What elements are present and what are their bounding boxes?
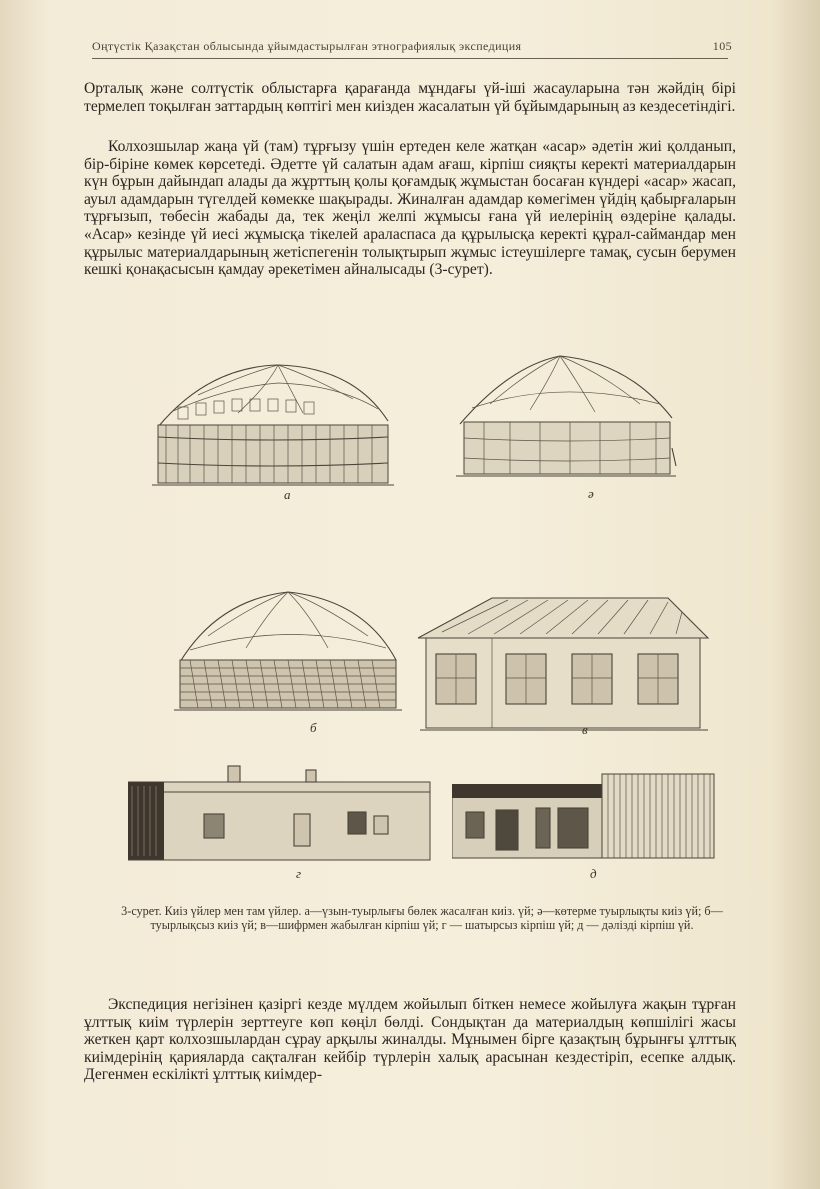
label-b: б [310, 720, 317, 735]
label-v: в [582, 722, 588, 737]
paragraph-3-text: Экспедиция негізінен қазіргі кезде мүлдем жойылып біткен немесе жойылуға жақын тұрған ұлттық киім түрлерін зерттеуге көп көңіл бөлді. Сондықтан да материалдың көпшілігі жасы жеткен қарт колхозшылардан сұрау арқылы жиналды. Мұнымен бірге қазақтың бұрынғы ұлттық киімдерінің қарияларда сақталған кейбір түрлерін халық арасынан кездестіріп, есепке алдық. Дегенмен ескілікті ұлттық киімдер- [84, 996, 736, 1084]
header-title: Оңтүстік Қазақстан облысында ұйымдастырылған этнографиялық экспедиция [92, 38, 522, 53]
paragraph-3 [84, 996, 736, 1084]
label-d: д [590, 866, 597, 881]
figure-yurt-b [168, 584, 408, 734]
paragraph-1-text: Орталық және солтүстік облыстарға қарағанда мұндағы үй-іші жасауларына тән жәйдің бірі термелеп тоқылған заттардың көптігі мен киізден жасалатын үй бұйымдарының аз кездесетіндігі. [84, 80, 736, 115]
label-a: а [284, 487, 291, 502]
running-header [92, 36, 732, 56]
header-rule [92, 58, 728, 59]
figure-caption: 3-сурет. Киіз үйлер мен там үйлер. а—үзын-туырлығы бөлек жасалған киіз. үй; ә—көтерме туырлықты киіз үй; б—туырлықсыз киіз үй; в—шифрмен жабылған кірпіш үй; г — шатырсыз кірпіш үй; д — дәлізді кірпіш үй. [121, 904, 723, 932]
paragraph-2-text: Колхозшылар жаңа үй (там) тұрғызу үшін ертеден келе жатқан «асар» әдетін жиі қолданып, бір-біріне көмек көрсетеді. Әдетте үй салатын адам ағаш, кірпіш сияқты керекті материалдарын күн бұрын дайындап алады да жұрттың қолы қоғамдық жұмыстан босаған күндері «асар» жасап, ауыл адамдарын түгелдей көмекке шақырады. Жиналған адамдар көмегімен үйдің қабырғаларын тұрғызып, төбесін жабады да, тек жеңіл желпі жұмысы ғана үй иелерінің өздеріне қалады. «Асар» кезінде үй иесі жұмысқа тікелей араласпаса да құрылысқа керекті құрал-саймандар мен құрылыс материалдарының жетіспегенін толықтырып жұмыс істеушілерге тамақ, сусын берумен кешкі қонақасысын қамдау әрекетімен айналысады (3-сурет). [84, 138, 736, 279]
page-number: 105 [712, 38, 732, 53]
figure-house-v [412, 592, 712, 742]
figure-house-g [128, 756, 438, 881]
paragraph-1 [84, 80, 736, 115]
label-g: г [296, 866, 302, 881]
label-e: ә [588, 486, 594, 501]
paragraph-2 [84, 138, 736, 279]
figure-yurt-e [450, 348, 690, 501]
figure-yurt-a [138, 355, 408, 502]
figure-house-d [452, 766, 722, 881]
